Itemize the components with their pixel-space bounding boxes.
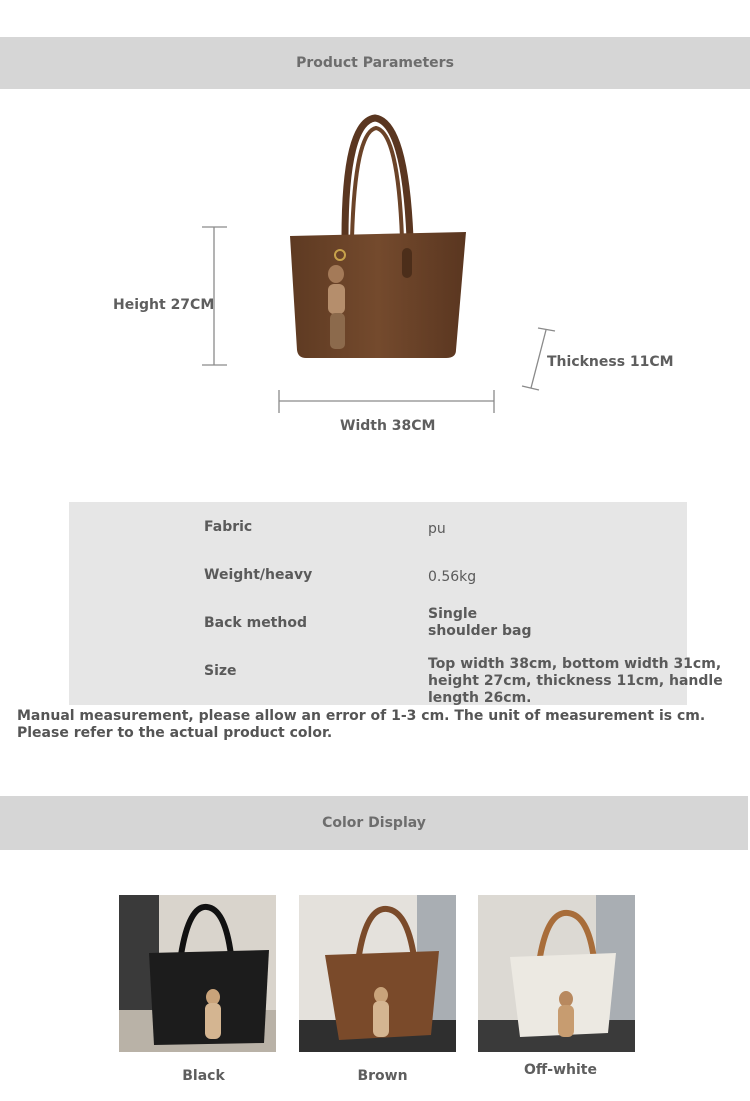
- width-label: Width 38CM: [340, 418, 436, 434]
- section-title: Color Display: [322, 815, 426, 831]
- color-caption-brown: Brown: [357, 1068, 408, 1084]
- color-photo-black[interactable]: [119, 895, 276, 1052]
- spec-value-back-method: Single shoulder bag: [428, 606, 532, 639]
- charm-body: [328, 284, 345, 314]
- thickness-label: Thickness 11CM: [547, 354, 674, 370]
- spec-label-size: Size: [204, 663, 237, 679]
- spec-label-weight: Weight/heavy: [204, 567, 313, 583]
- spec-value-weight: 0.56kg: [428, 569, 477, 585]
- spec-label-back-method: Back method: [204, 615, 307, 631]
- spec-value-size: Top width 38cm, bottom width 31cm, height 27cm, thickness 11cm, handle length 26cm.: [428, 656, 723, 706]
- color-caption-off-white: Off-white: [524, 1062, 597, 1078]
- color-photo-off-white[interactable]: [478, 895, 635, 1052]
- spec-label-fabric: Fabric: [204, 519, 253, 535]
- charm-head: [328, 265, 344, 283]
- bag-body: [290, 232, 466, 358]
- spec-table: [69, 502, 723, 706]
- color-caption-black: Black: [182, 1068, 225, 1084]
- height-label: Height 27CM: [113, 297, 215, 313]
- height-dimension-line: [202, 227, 227, 365]
- measurement-note: Manual measurement, please allow an error of 1-3 cm. The unit of measurement is cm. Please refer to the actual product color.: [17, 708, 706, 741]
- width-dimension-line: [279, 390, 494, 413]
- section-header-product-parameters: [0, 37, 750, 89]
- product-dimension-illustration: [0, 100, 750, 460]
- bag-strap-tab: [402, 248, 412, 278]
- section-title: Product Parameters: [296, 55, 454, 71]
- charm-legs: [330, 313, 345, 349]
- color-photo-brown[interactable]: [299, 895, 456, 1052]
- spec-value-fabric: pu: [428, 521, 446, 537]
- section-header-color-display: [0, 796, 748, 850]
